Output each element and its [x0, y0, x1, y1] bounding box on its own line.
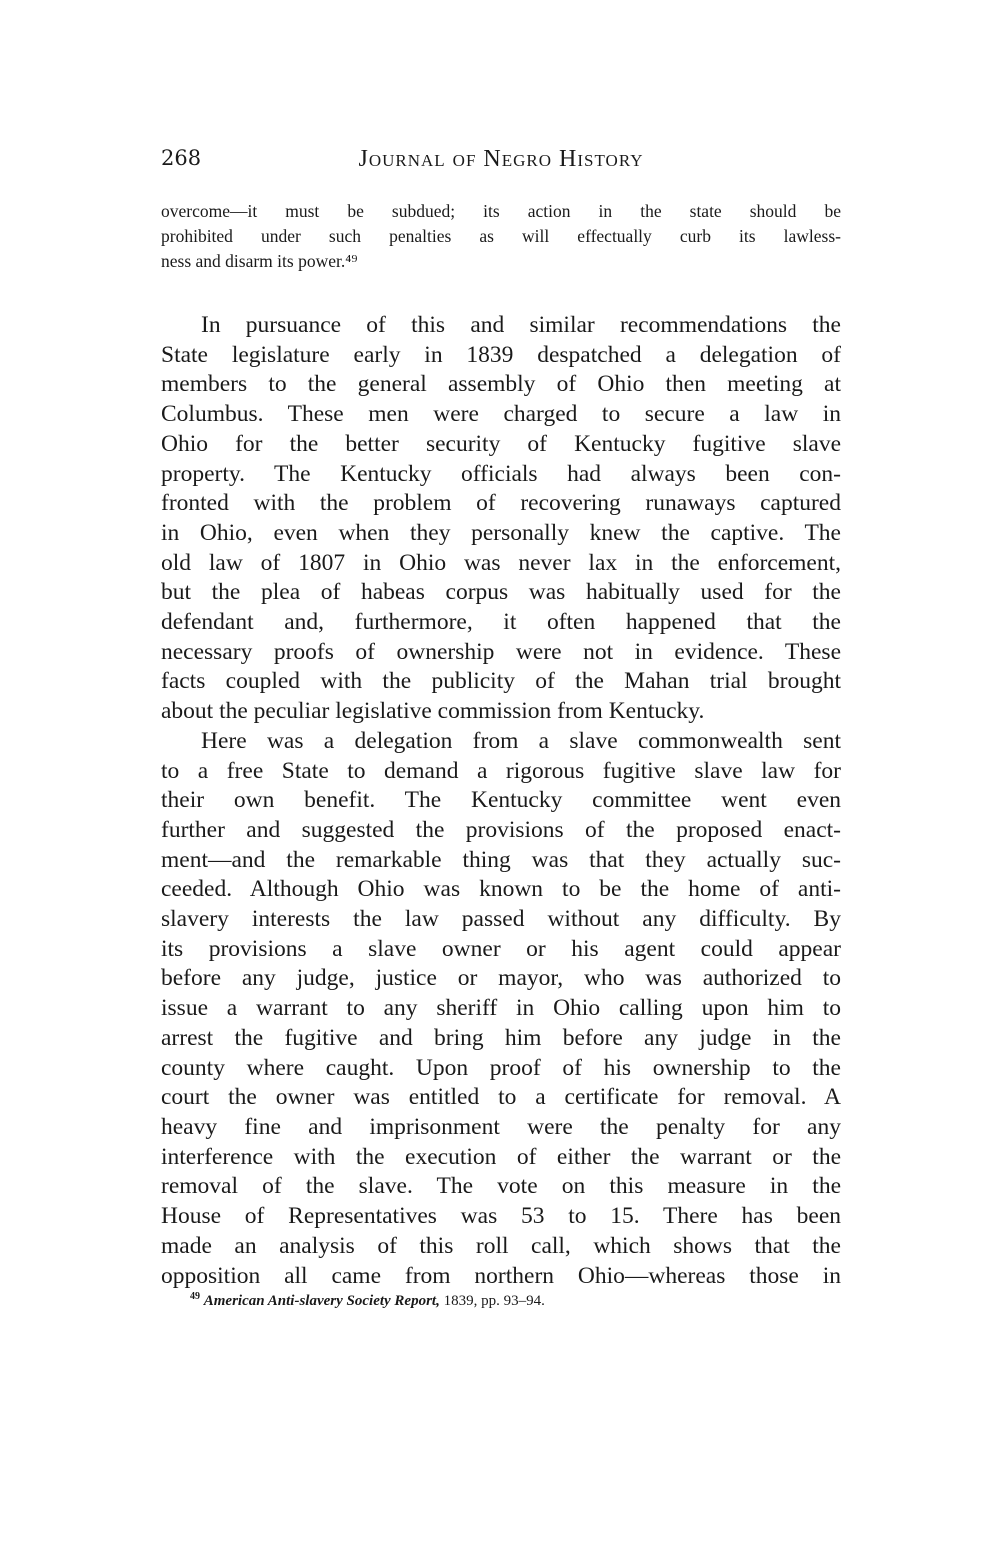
journal-title: Journal of Negro History: [358, 146, 644, 172]
body-line: necessary proofs of ownership were not in evidence. These: [161, 638, 841, 665]
body-line: defendant and, furthermore, it often happened that the: [161, 609, 841, 636]
body-line: further and suggested the provisions of the proposed enact-: [161, 816, 841, 843]
body-line: its provisions a slave owner or his agent could appear: [161, 935, 841, 962]
body-line: ment—and the remarkable thing was that they actually suc-: [161, 846, 841, 873]
body-line: property. The Kentucky officials had always been con-: [161, 460, 841, 487]
body-line: county where caught. Upon proof of his ownership to the: [161, 1054, 841, 1081]
body-line: about the peculiar legislative commission from Kentucky.: [161, 698, 705, 725]
footnote-detail: 1839, pp. 93–94.: [439, 1293, 545, 1309]
body-line: in Ohio, even when they personally knew the captive. The: [161, 519, 841, 546]
body-line: In pursuance of this and similar recommendations the: [201, 312, 841, 338]
running-header: [161, 146, 841, 176]
body-line: arrest the fugitive and bring him before any judge in the: [161, 1024, 841, 1051]
body-line: State legislature early in 1839 despatched a delegation of: [161, 341, 841, 368]
body-line: House of Representatives was 53 to 15. There has been: [161, 1203, 841, 1230]
body-line: made an analysis of this roll call, which shows that the: [161, 1232, 841, 1259]
body-line: Ohio for the better security of Kentucky fugitive slave: [161, 430, 841, 457]
body-line: fronted with the problem of recovering runaways captured: [161, 490, 841, 517]
body-line: to a free State to demand a rigorous fugitive slave law for: [161, 757, 841, 784]
body-line: before any judge, justice or mayor, who was authorized to: [161, 965, 841, 992]
body-line: their own benefit. The Kentucky committee went even: [161, 787, 841, 814]
body-line: old law of 1807 in Ohio was never lax in the enforcement,: [161, 549, 841, 576]
body-line: members to the general assembly of Ohio then meeting at: [161, 371, 841, 398]
footnote-source: American Anti-slavery Society Report,: [203, 1293, 440, 1309]
block-quote: [161, 199, 841, 274]
quote-line: prohibited under such penalties as will effectually curb its lawless-: [161, 226, 841, 246]
body-line: facts coupled with the publicity of the Mahan trial brought: [161, 668, 841, 695]
body-line: interference with the execution of either the warrant or the: [161, 1143, 841, 1170]
body-text: [161, 311, 841, 1291]
body-line: ceeded. Although Ohio was known to be the home of anti-: [161, 876, 841, 903]
footnote-number: 49: [190, 1291, 200, 1302]
body-line: opposition all came from northern Ohio—whereas those in: [161, 1262, 841, 1289]
body-line: issue a warrant to any sheriff in Ohio calling upon him to: [161, 995, 841, 1022]
quote-line: overcome—it must be subdued; its action in the state should be: [161, 201, 841, 221]
quote-line: ness and disarm its power.⁴⁹: [161, 251, 358, 271]
body-line: Here was a delegation from a slave commonwealth sent: [201, 727, 841, 754]
body-line: slavery interests the law passed without any difficulty. By: [161, 906, 841, 933]
body-line: court the owner was entitled to a certificate for removal. A: [161, 1084, 841, 1111]
page-number: 268: [161, 146, 202, 170]
body-line: removal of the slave. The vote on this measure in the: [161, 1173, 841, 1200]
body-line: Columbus. These men were charged to secure a law in: [161, 401, 841, 428]
footnote: [190, 1291, 545, 1310]
body-line: but the plea of habeas corpus was habitually used for the: [161, 579, 841, 606]
body-line: heavy fine and imprisonment were the penalty for any: [161, 1113, 841, 1140]
